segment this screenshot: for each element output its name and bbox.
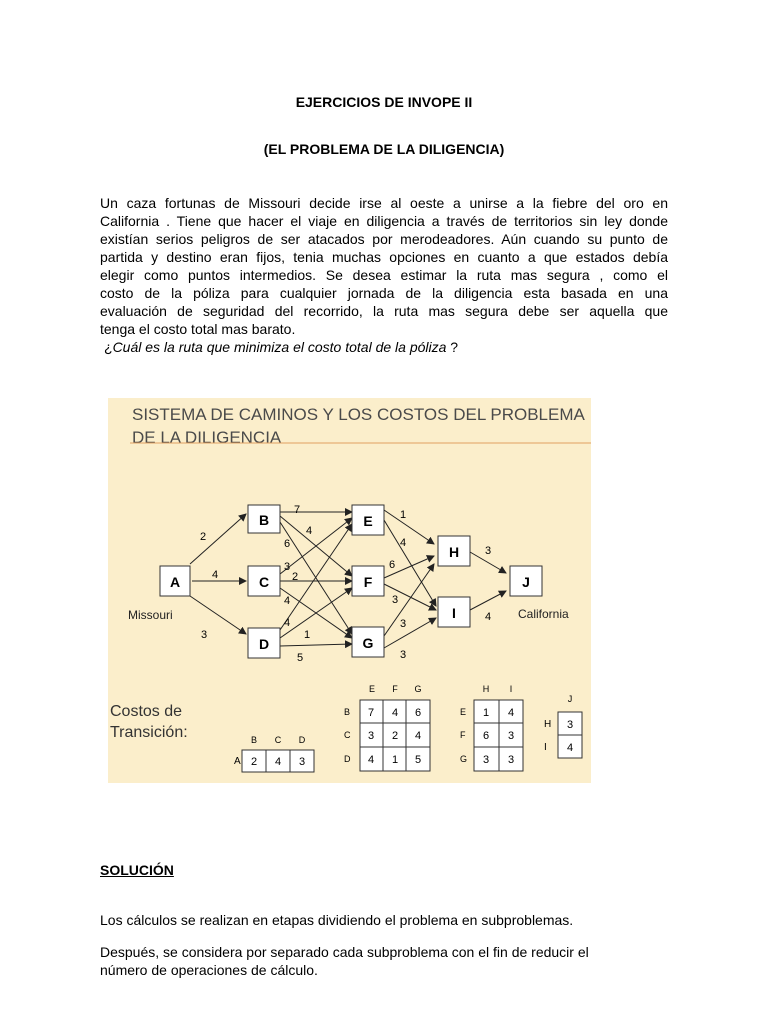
node-i-label: I (452, 605, 456, 621)
node-g-label: G (362, 635, 374, 651)
edge-label-gh: 3 (400, 618, 407, 630)
table-cell: 6 (414, 707, 422, 719)
edge-label-fh: 6 (389, 559, 396, 571)
diagram-figure (108, 398, 591, 783)
figure-title-line2: DE LA DILIGENCIA (132, 428, 282, 447)
table-efg-row-label: G (460, 754, 468, 764)
node-e-label: E (363, 513, 373, 529)
table-a-col-header: B (250, 735, 258, 745)
table-cell: 4 (507, 707, 515, 719)
table-cell: 3 (507, 730, 515, 742)
node-f-label: F (363, 574, 373, 590)
edge-i-j (470, 591, 506, 610)
table-a-row-label: A (234, 756, 241, 767)
edge-label-dg: 5 (297, 652, 304, 664)
costs-label-line2: Transición: (110, 724, 188, 741)
solution-paragraph-2 (100, 943, 668, 979)
edge-g-i (384, 618, 436, 648)
edge-d-e (280, 524, 352, 630)
table-bcd-col-header: G (414, 684, 422, 694)
edge-label-cg: 4 (284, 595, 291, 607)
question (104, 339, 458, 355)
intro-line: evaluación de seguridad del recorrido, la ruta mas segura debe ser aquella que (100, 303, 668, 319)
intro-line: tenga el costo total mas barato. (100, 321, 296, 337)
edge-label-cf: 2 (292, 571, 299, 583)
edge-label-eh: 1 (400, 509, 407, 521)
table-efg-col-header: H (482, 684, 490, 694)
document-title: EJERCICIOS DE INVOPE II (295, 94, 473, 110)
edge-c-e (280, 518, 352, 574)
edge-label-be: 7 (294, 504, 301, 516)
table-efg-grid (474, 700, 523, 771)
node-h-label: H (448, 544, 460, 560)
diagram-svg (108, 398, 591, 783)
table-cell: 4 (391, 707, 399, 719)
table-cell: 6 (482, 730, 490, 742)
table-a-col-header: C (274, 735, 282, 745)
node-a-label: A (169, 574, 181, 590)
table-cell: 3 (566, 719, 574, 731)
solution-heading: SOLUCIÓN (100, 862, 174, 878)
edge-label-hj: 3 (485, 545, 492, 557)
cost-table-hi (544, 694, 582, 758)
question-suffix: ? (446, 339, 459, 355)
edge-label-df: 1 (304, 629, 311, 641)
table-hi-row-label: I (544, 742, 547, 753)
edge-label-ce: 3 (284, 561, 291, 573)
edge-e-h (384, 510, 434, 544)
table-efg-row-label: E (460, 707, 467, 717)
cost-table-a (234, 735, 314, 772)
question-prefix: ¿ (104, 339, 113, 355)
figure-title-line1: SISTEMA DE CAMINOS Y LOS COSTOS DEL PROBLEMA (132, 405, 585, 424)
table-cell: 4 (274, 756, 282, 768)
edge-labels (200, 504, 491, 664)
edge-b-g (280, 522, 352, 634)
costs-label-line1: Costos de (110, 703, 183, 720)
table-cell: 4 (414, 730, 422, 742)
intro-line: California . Tiene que hacer el viaje en diligencia a través de territorios sin ley donde (100, 213, 668, 229)
table-efg-col-header: I (509, 684, 513, 694)
edge-label-ei: 4 (400, 537, 407, 549)
table-bcd-row-label: D (344, 754, 351, 764)
node-c-label: C (258, 574, 270, 590)
document-subtitle: (EL PROBLEMA DE LA DILIGENCIA) (263, 141, 505, 157)
solution-paragraph-1: Los cálculos se realizan en etapas dividiendo el problema en subproblemas. (100, 912, 574, 928)
table-efg-row-label: F (460, 730, 466, 740)
edge-label-de: 4 (284, 617, 291, 629)
table-bcd-row-label: B (344, 707, 351, 717)
place-start-label: Missouri (128, 608, 173, 622)
solution-line: número de operaciones de cálculo. (100, 962, 318, 978)
edge-label-bg: 6 (284, 538, 291, 550)
edge-label-ad: 3 (201, 629, 208, 641)
table-hi-col-header: J (567, 694, 573, 704)
node-b-label: B (258, 512, 270, 528)
edge-label-ij: 4 (485, 611, 492, 623)
node-d-label: D (258, 636, 270, 652)
intro-paragraph (100, 194, 668, 338)
cost-table-efg (460, 684, 523, 771)
intro-line: partida y destino eran fijos, tenia muchas opciones en cuanto a que estados debía (100, 249, 668, 265)
edge-label-ac: 4 (212, 569, 219, 581)
edge-a-d (190, 596, 246, 634)
intro-line: existían serios peligros de ser atacados por merodeadores. Aún cuando su punto de (100, 231, 668, 247)
table-bcd-col-header: E (368, 684, 376, 694)
edge-a-b (190, 514, 246, 564)
table-cell: 4 (566, 742, 574, 754)
table-bcd-col-header: F (392, 684, 398, 694)
solution-line: Después, se considera por separado cada subproblema con el fin de reducir el (100, 944, 589, 960)
cost-table-bcd (344, 684, 430, 771)
edge-d-g (280, 644, 352, 646)
edge-label-bf: 4 (306, 525, 313, 537)
table-cell: 2 (391, 730, 399, 742)
edge-label-ab: 2 (200, 531, 207, 543)
table-a-col-header: D (298, 735, 306, 745)
edge-label-fi: 3 (392, 594, 399, 606)
table-cell: 4 (367, 754, 375, 766)
table-cell: 2 (250, 756, 258, 768)
intro-line: costo de la póliza para cualquier jornada de la diligencia esta basada en una (100, 285, 668, 301)
table-cell: 3 (367, 730, 375, 742)
table-cell: 1 (391, 754, 399, 766)
table-cell: 1 (482, 707, 490, 719)
node-j-label: J (522, 574, 530, 590)
intro-line: elegir como puntos intermedios. Se desea estimar la ruta mas segura , como el (100, 267, 668, 283)
table-hi-row-label: H (544, 719, 552, 730)
edge-label-gi: 3 (400, 649, 407, 661)
place-end-label: California (518, 607, 569, 621)
question-text: Cuál es la ruta que minimiza el costo total de la póliza (112, 339, 447, 355)
table-cell: 7 (367, 707, 375, 719)
table-cell: 3 (298, 756, 306, 768)
table-cell: 5 (414, 754, 422, 766)
table-cell: 3 (482, 754, 490, 766)
table-bcd-row-label: C (344, 730, 351, 740)
table-cell: 3 (507, 754, 515, 766)
intro-line: Un caza fortunas de Missouri decide irse al oeste a unirse a la fiebre del oro en (100, 195, 668, 211)
